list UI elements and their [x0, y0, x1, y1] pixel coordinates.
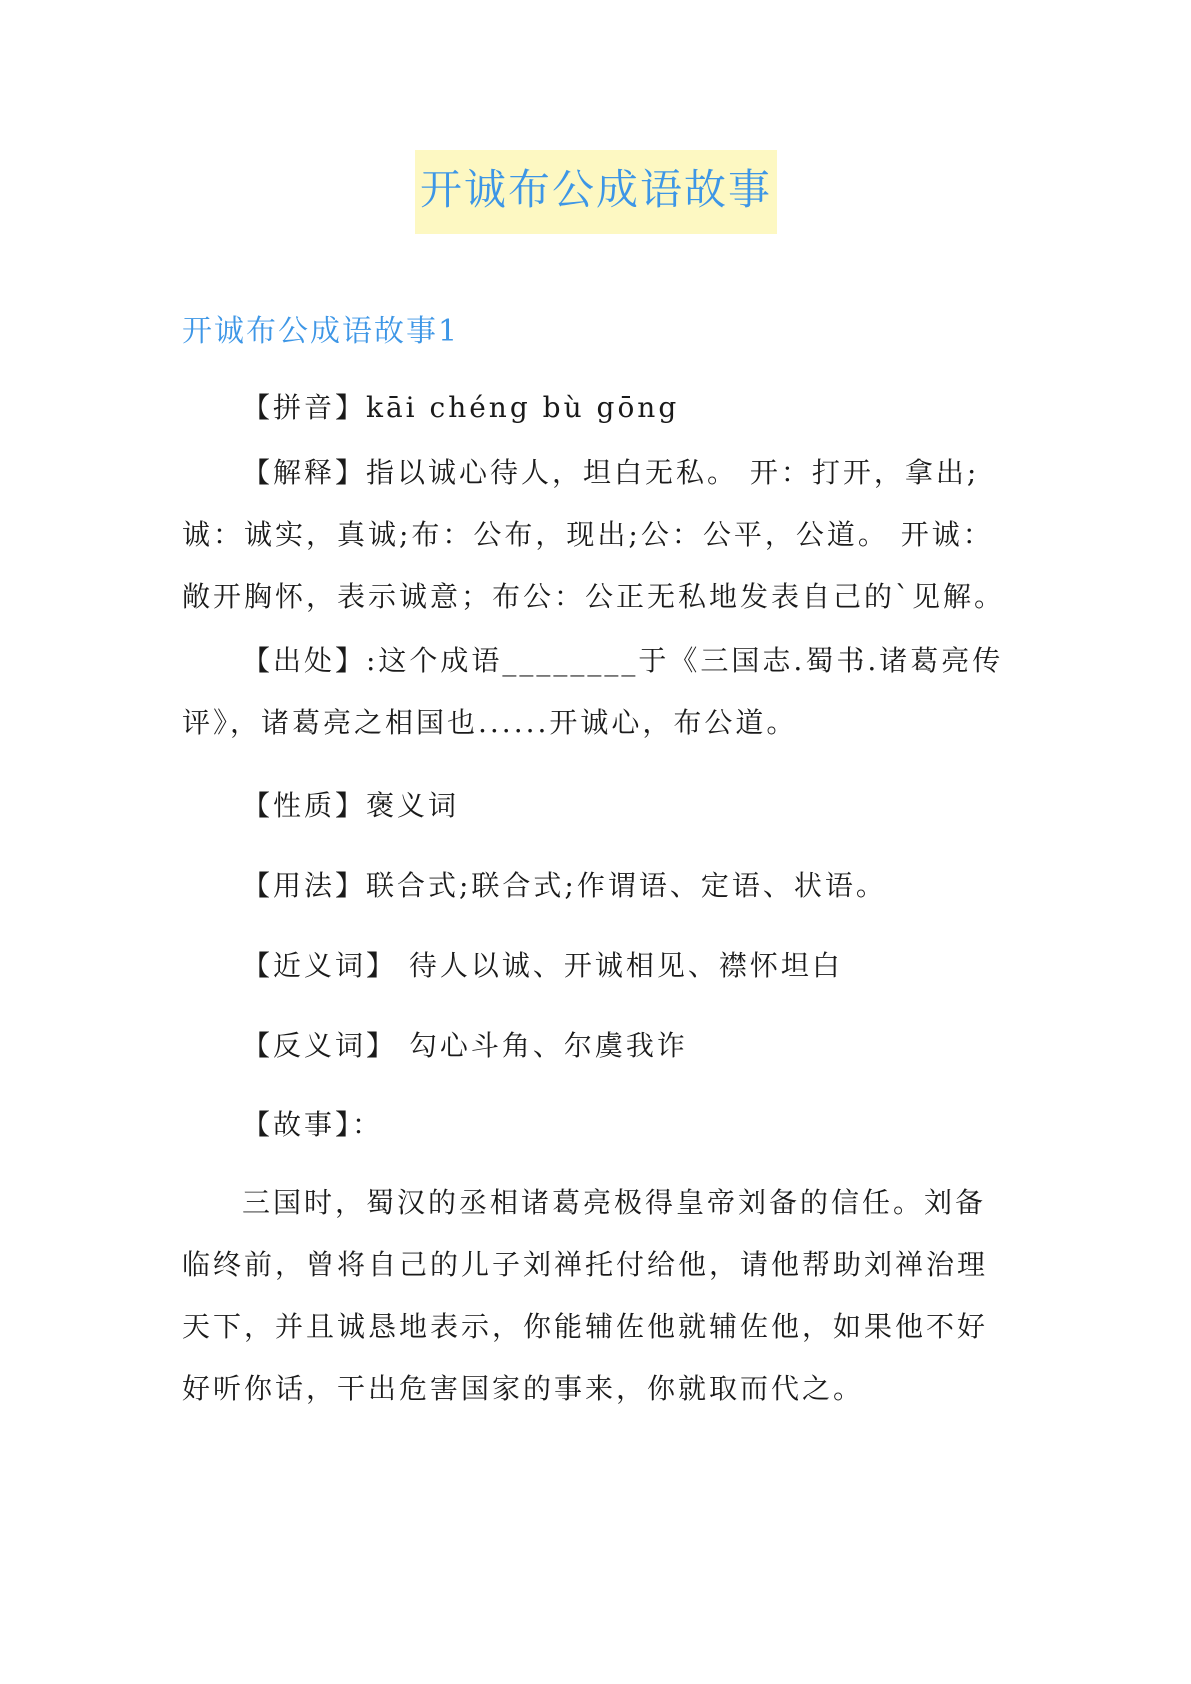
story-paragraph: 三国时，蜀汉的丞相诸葛亮极得皇帝刘备的信任。刘备临终前，曾将自己的儿子刘禅托付给他，请他帮助刘禅治理天下，并且诚恳地表示，你能辅佐他就辅佐他，如果他不好好听你话，干出危害国家的事来，你就取而代之。 — [182, 1186, 989, 1405]
story-label: 【故事】： — [242, 1108, 384, 1141]
explanation-paragraph: 【解释】指以诚心待人，坦白无私。 开：打开，拿出;诚：诚实，真诚;布：公布，现出;公：公平，公道。 开诚：敞开胸怀，表示诚意；布公：公正无私地发表自己的`见解。 — [182, 456, 1006, 613]
antonyms-line: 【反义词】 勾心斗角、尔虞我诈 — [242, 1029, 688, 1062]
synonyms-line: 【近义词】 待人以诚、开诚相见、襟怀坦白 — [242, 949, 843, 982]
section-heading: 开诚布公成语故事1 — [182, 314, 460, 349]
pinyin-line: 【拼音】kāi chéng bù gōng — [242, 391, 680, 424]
page-title: 开诚布公成语故事 — [419, 165, 772, 214]
title-highlight — [415, 150, 777, 234]
nature-line: 【性质】褒义词 — [242, 789, 460, 822]
usage-line: 【用法】联合式;联合式;作谓语、定语、状语。 — [242, 869, 887, 902]
source-paragraph: 【出处】:这个成语________于《三国志.蜀书.诸葛亮传评》，诸葛亮之相国也......开诚心，布公道。 — [182, 644, 1004, 739]
